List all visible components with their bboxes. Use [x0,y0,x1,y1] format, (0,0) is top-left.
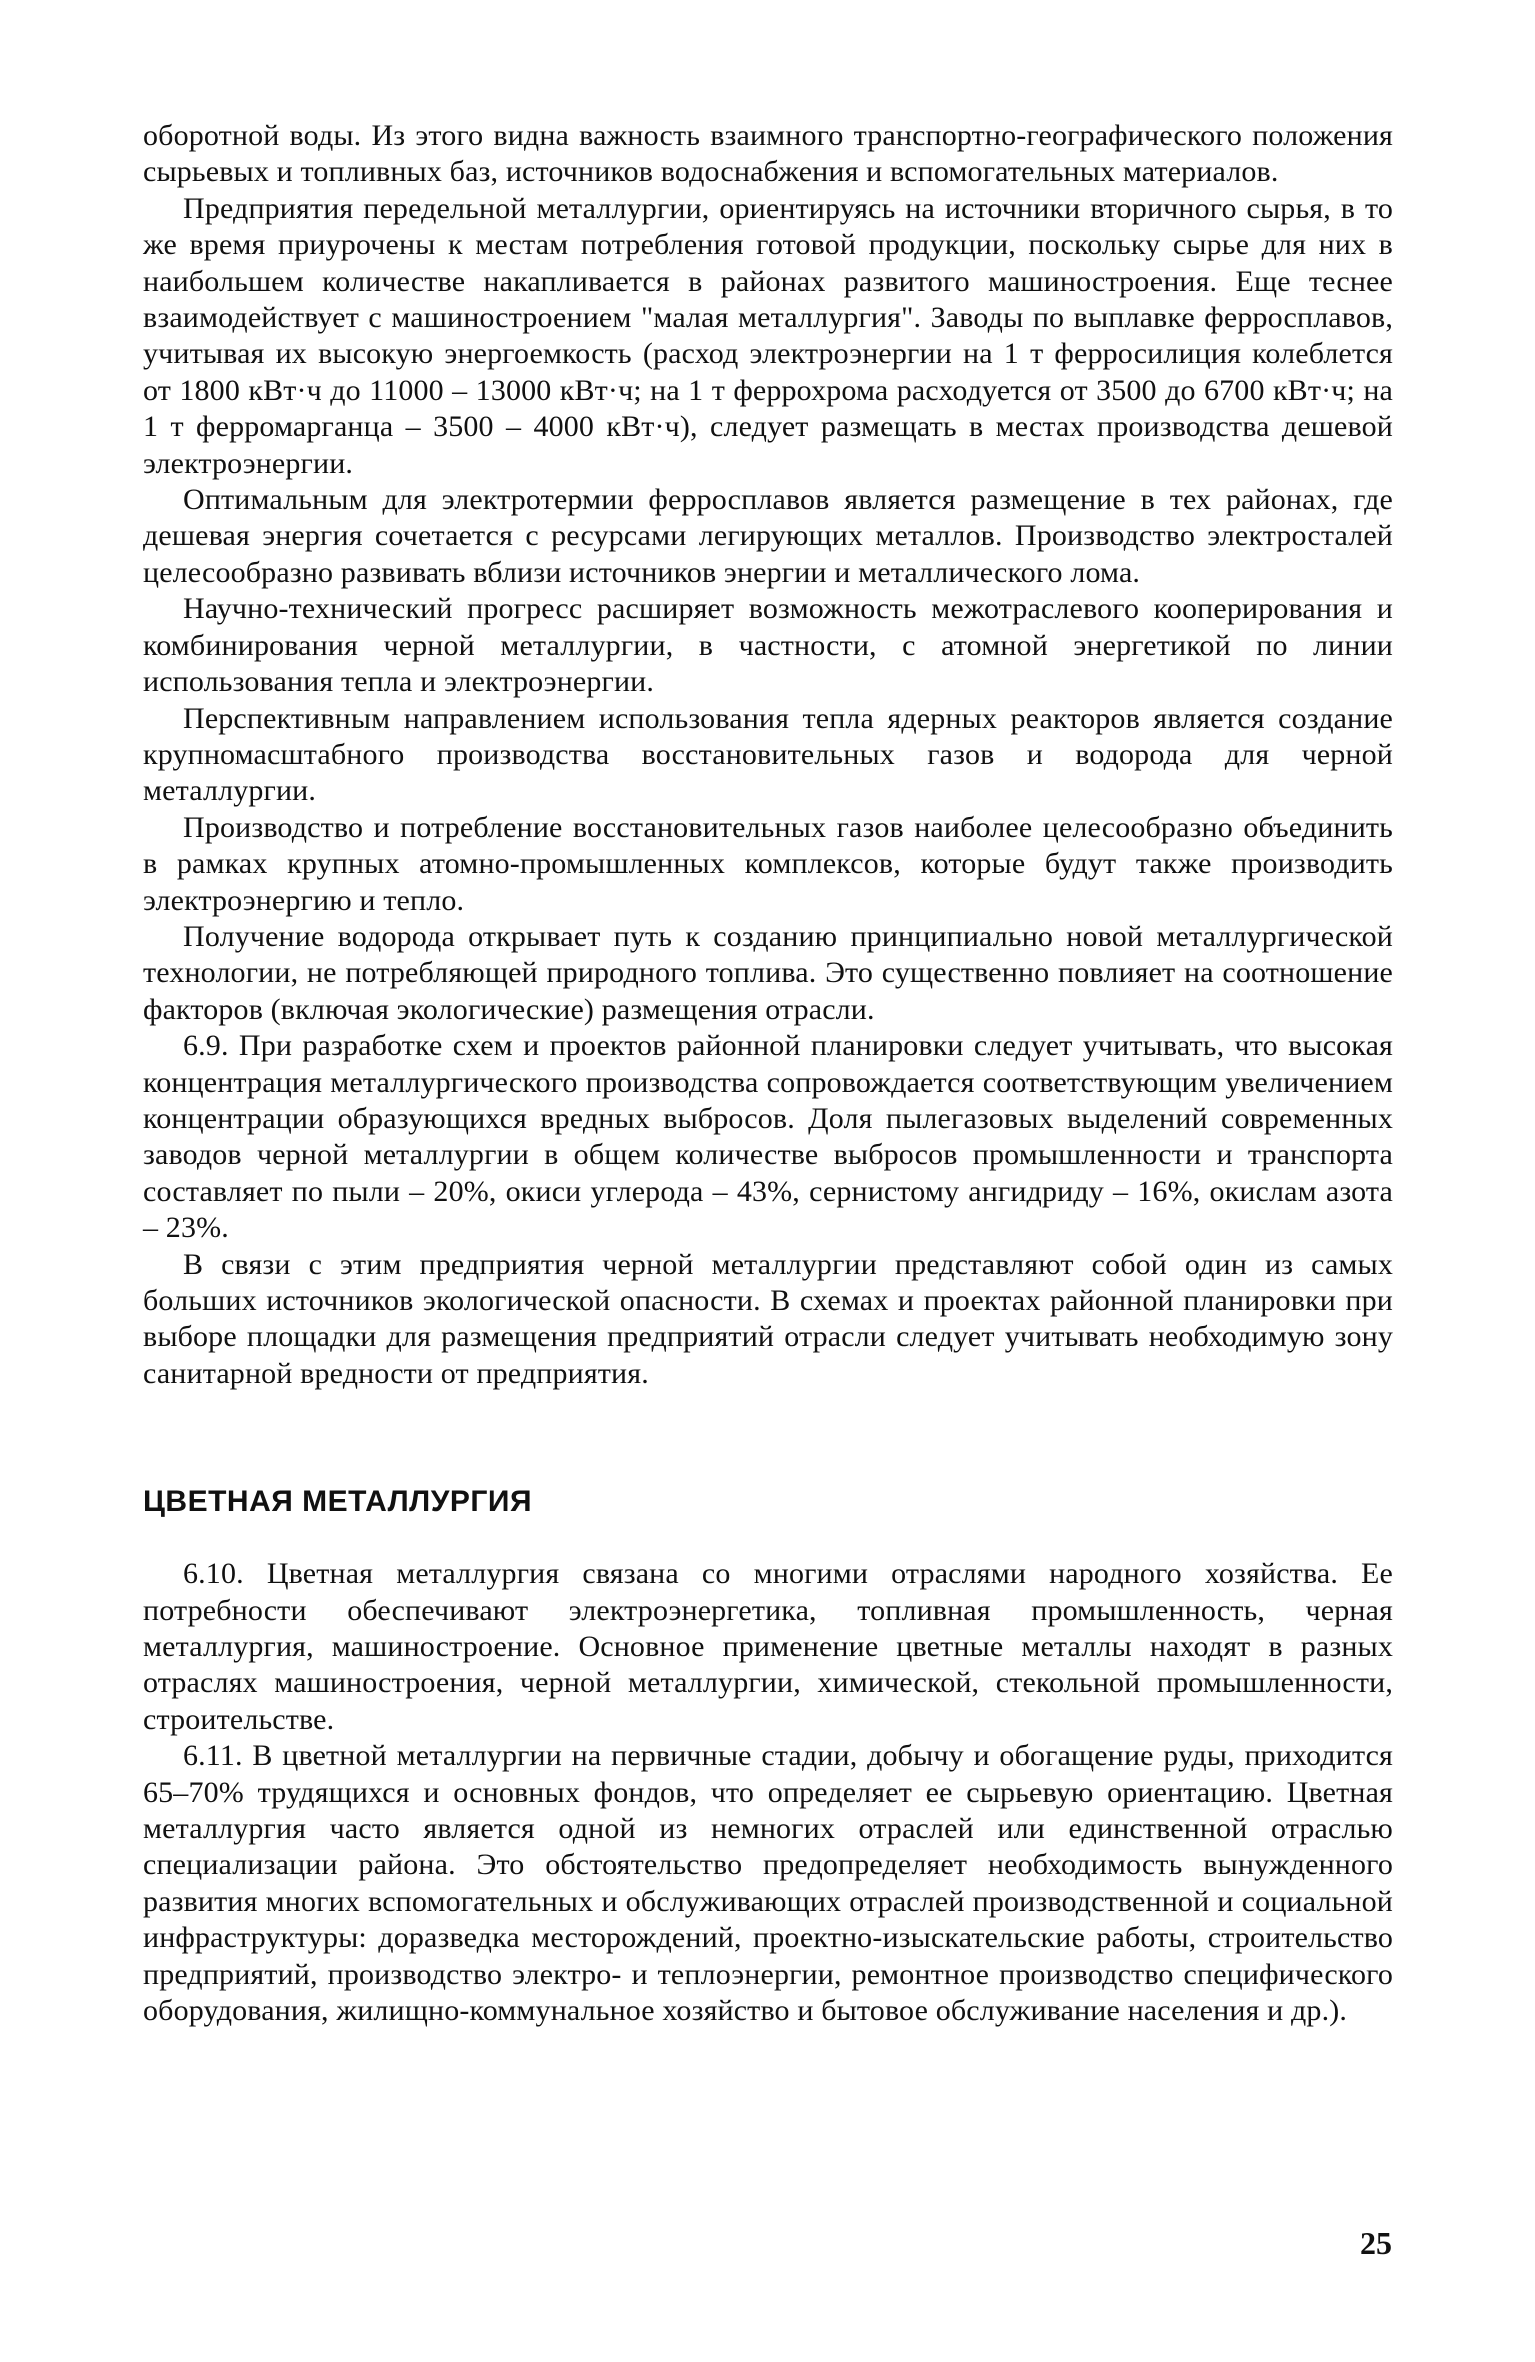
page-number: 25 [1360,2225,1392,2261]
page-body [143,118,1393,2030]
paragraph-secondary-metallurgy: Предприятия передельной металлургии, ориентируясь на источники вторичного сырья, в то же время приурочены к местам потребления готовой продукции, поскольку сырье для них в наибольшем количестве накапливается в районах развитого машиностроения. Еще теснее взаимодействует с машиностроением "малая металлургия". Заводы по выплавке ферросплавов, учитывая их высокую энергоемкость (расход электроэнергии на 1 т ферросилиция колеблется от 1800 кВт·ч до 11000 – 13000 кВт·ч; на 1 т феррохрома расходуется от 3500 до 6700 кВт·ч; на 1 т ферромарганца – 3500 – 4000 кВт·ч), следует размещать в местах производства дешевой электроэнергии. [143,191,1393,480]
paragraph-scientific-progress: Научно-технический прогресс расширяет возможность межотраслевого кооперирования и комбинирования черной металлургии, в частности, с атомной энергетикой по линии использования тепла и электроэнергии. [143,592,1393,699]
paragraph-reducing-gases: Производство и потребление восстановительных газов наиболее целесообразно объединить в рамках крупных атомно-промышленных комплексов, которые будут также производить электроэнергию и тепло. [143,810,1393,917]
paragraph-nuclear-heat: Перспективным направлением использования тепла ядерных реакторов является создание крупномасштабного производства восстановительных газов и водорода для черной металлургии. [143,701,1393,808]
paragraph-section-6-10: 6.10. Цветная металлургия связана со многими отраслями народного хозяйства. Ее потребности обеспечивают электроэнергетика, топливная промышленность, черная металлургия, машиностроение. Основное применение цветные металлы находят в разных отраслях машиностроения, черной металлургии, химической, стекольной промышленности, строительстве. [143,1557,1393,1736]
paragraph-continuation: оборотной воды. Из этого видна важность взаимного транспортно-географического положения сырьевых и топливных баз, источников водоснабжения и вспомогательных материалов. [143,119,1393,189]
paragraph-section-6-9: 6.9. При разработке схем и проектов районной планировки следует учитывать, что высокая концентрация металлургического производства сопровождается соответствующим увеличением концентрации образующихся вредных выбросов. Доля пылегазовых выделений современных заводов черной металлургии в общем количестве выбросов промышленности и транспорта составляет по пыли – 20%, окиси углерода – 43%, сернистому ангидриду – 16%, окислам азота – 23%. [143,1029,1393,1245]
paragraph-electrothermy: Оптимальным для электротермии ферросплавов является размещение в тех районах, где дешевая энергия сочетается с ресурсами легирующих металлов. Производство электросталей целесообразно развивать вблизи источников энергии и металлического лома. [143,483,1393,589]
paragraph-section-6-11: 6.11. В цветной металлургии на первичные стадии, добычу и обогащение руды, приходится 65–70% трудящихся и основных фондов, что определяет ее сырьевую ориентацию. Цветная металлургия часто является одной из немногих отраслей или единственной отраслью специализации района. Это обстоятельство предопределяет необходимость вынужденного развития многих вспомогательных и обслуживающих отраслей производственной и социальной инфраструктуры: доразведка месторождений, проектно-изыскательские работы, строительство предприятий, производство электро- и теплоэнергии, ремонтное производство специфического оборудования, жилищно-коммунальное хозяйство и бытовое обслуживание населения и др.). [143,1739,1393,2028]
paragraph-ecological-danger: В связи с этим предприятия черной металлургии представляют собой один из самых больших источников экологической опасности. В схемах и проектах районной планировки при выборе площадки для размещения предприятий отрасли следует учитывать необходимую зону санитарной вредности от предприятия. [143,1247,1393,1390]
paragraph-hydrogen: Получение водорода открывает путь к созданию принципиально новой металлургической технологии, не потребляющей природного топлива. Это существенно повлияет на соотношение факторов (включая экологические) размещения отрасли. [143,919,1393,1026]
section-heading: ЦВЕТНАЯ МЕТАЛЛУРГИЯ [143,1485,533,1519]
